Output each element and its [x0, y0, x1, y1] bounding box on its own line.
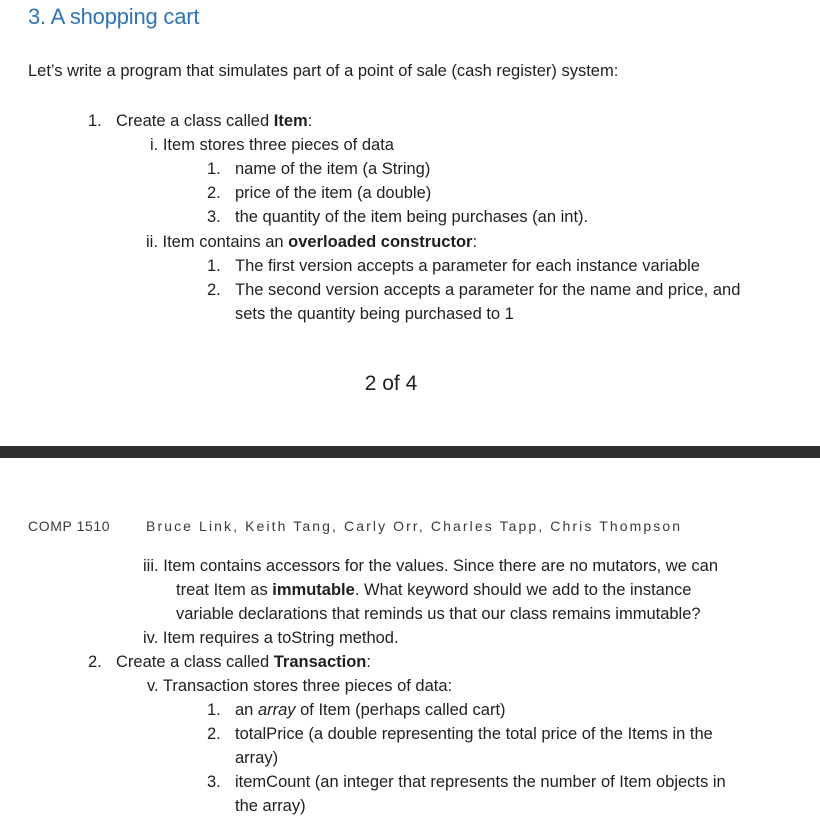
- header-authors: Bruce Link, Keith Tang, Carly Orr, Charles Tapp, Chris Thompson: [146, 518, 683, 534]
- list-item: 2. totalPrice (a double representing the total price of the Items in the: [207, 725, 713, 743]
- sub-iv-line: iv. Item requires a toString method.: [143, 629, 399, 647]
- sub-i-line: i. Item stores three pieces of data: [150, 136, 394, 154]
- sub-v-line: v. Transaction stores three pieces of data:: [147, 677, 453, 695]
- list-item-continuation: the array): [235, 797, 306, 815]
- list-item-continuation: sets the quantity being purchased to 1: [235, 305, 514, 323]
- list-item: 1. The first version accepts a parameter for each instance variable: [207, 257, 700, 275]
- transaction-class-name: Transaction: [273, 653, 367, 671]
- step-1-line: 1. Create a class called Item:: [88, 112, 313, 130]
- list-item: 2. price of the item (a double): [207, 184, 432, 202]
- page-number: 2 of 4: [364, 372, 418, 395]
- sub-iii-line-2: treat Item as immutable. What keyword should we add to the instance: [176, 581, 692, 599]
- list-item: 3. the quantity of the item being purchases (an int).: [207, 208, 589, 226]
- step-2-line: 2. Create a class called Transaction:: [88, 653, 371, 671]
- item-class-name: Item: [273, 112, 308, 130]
- document-page-bottom: [0, 458, 820, 821]
- section-heading: 3. A shopping cart: [28, 4, 200, 29]
- list-item: 1. an array of Item (perhaps called cart): [207, 701, 506, 719]
- intro-paragraph: Let’s write a program that simulates part of a point of sale (cash register) system:: [28, 62, 619, 80]
- list-item: 1. name of the item (a String): [207, 160, 431, 178]
- step-2-number: 2.: [88, 653, 102, 671]
- array-term: array: [257, 701, 296, 719]
- page-separator: [0, 446, 820, 458]
- sub-ii-line: ii. Item contains an overloaded constructor:: [146, 233, 478, 251]
- step-1-number: 1.: [88, 112, 102, 130]
- list-item-continuation: array): [235, 749, 279, 767]
- header-course: COMP 1510: [28, 518, 111, 534]
- sub-iii-line: iii. Item contains accessors for the values. Since there are no mutators, we can: [143, 557, 719, 575]
- overloaded-constructor-term: overloaded constructor: [288, 233, 473, 251]
- list-item: 2. The second version accepts a parameter for the name and price, and: [207, 281, 741, 299]
- immutable-term: immutable: [272, 581, 355, 599]
- sub-iii-line-3: variable declarations that reminds us that our class remains immutable?: [176, 605, 701, 623]
- list-item: 3. itemCount (an integer that represents the number of Item objects in: [207, 773, 726, 791]
